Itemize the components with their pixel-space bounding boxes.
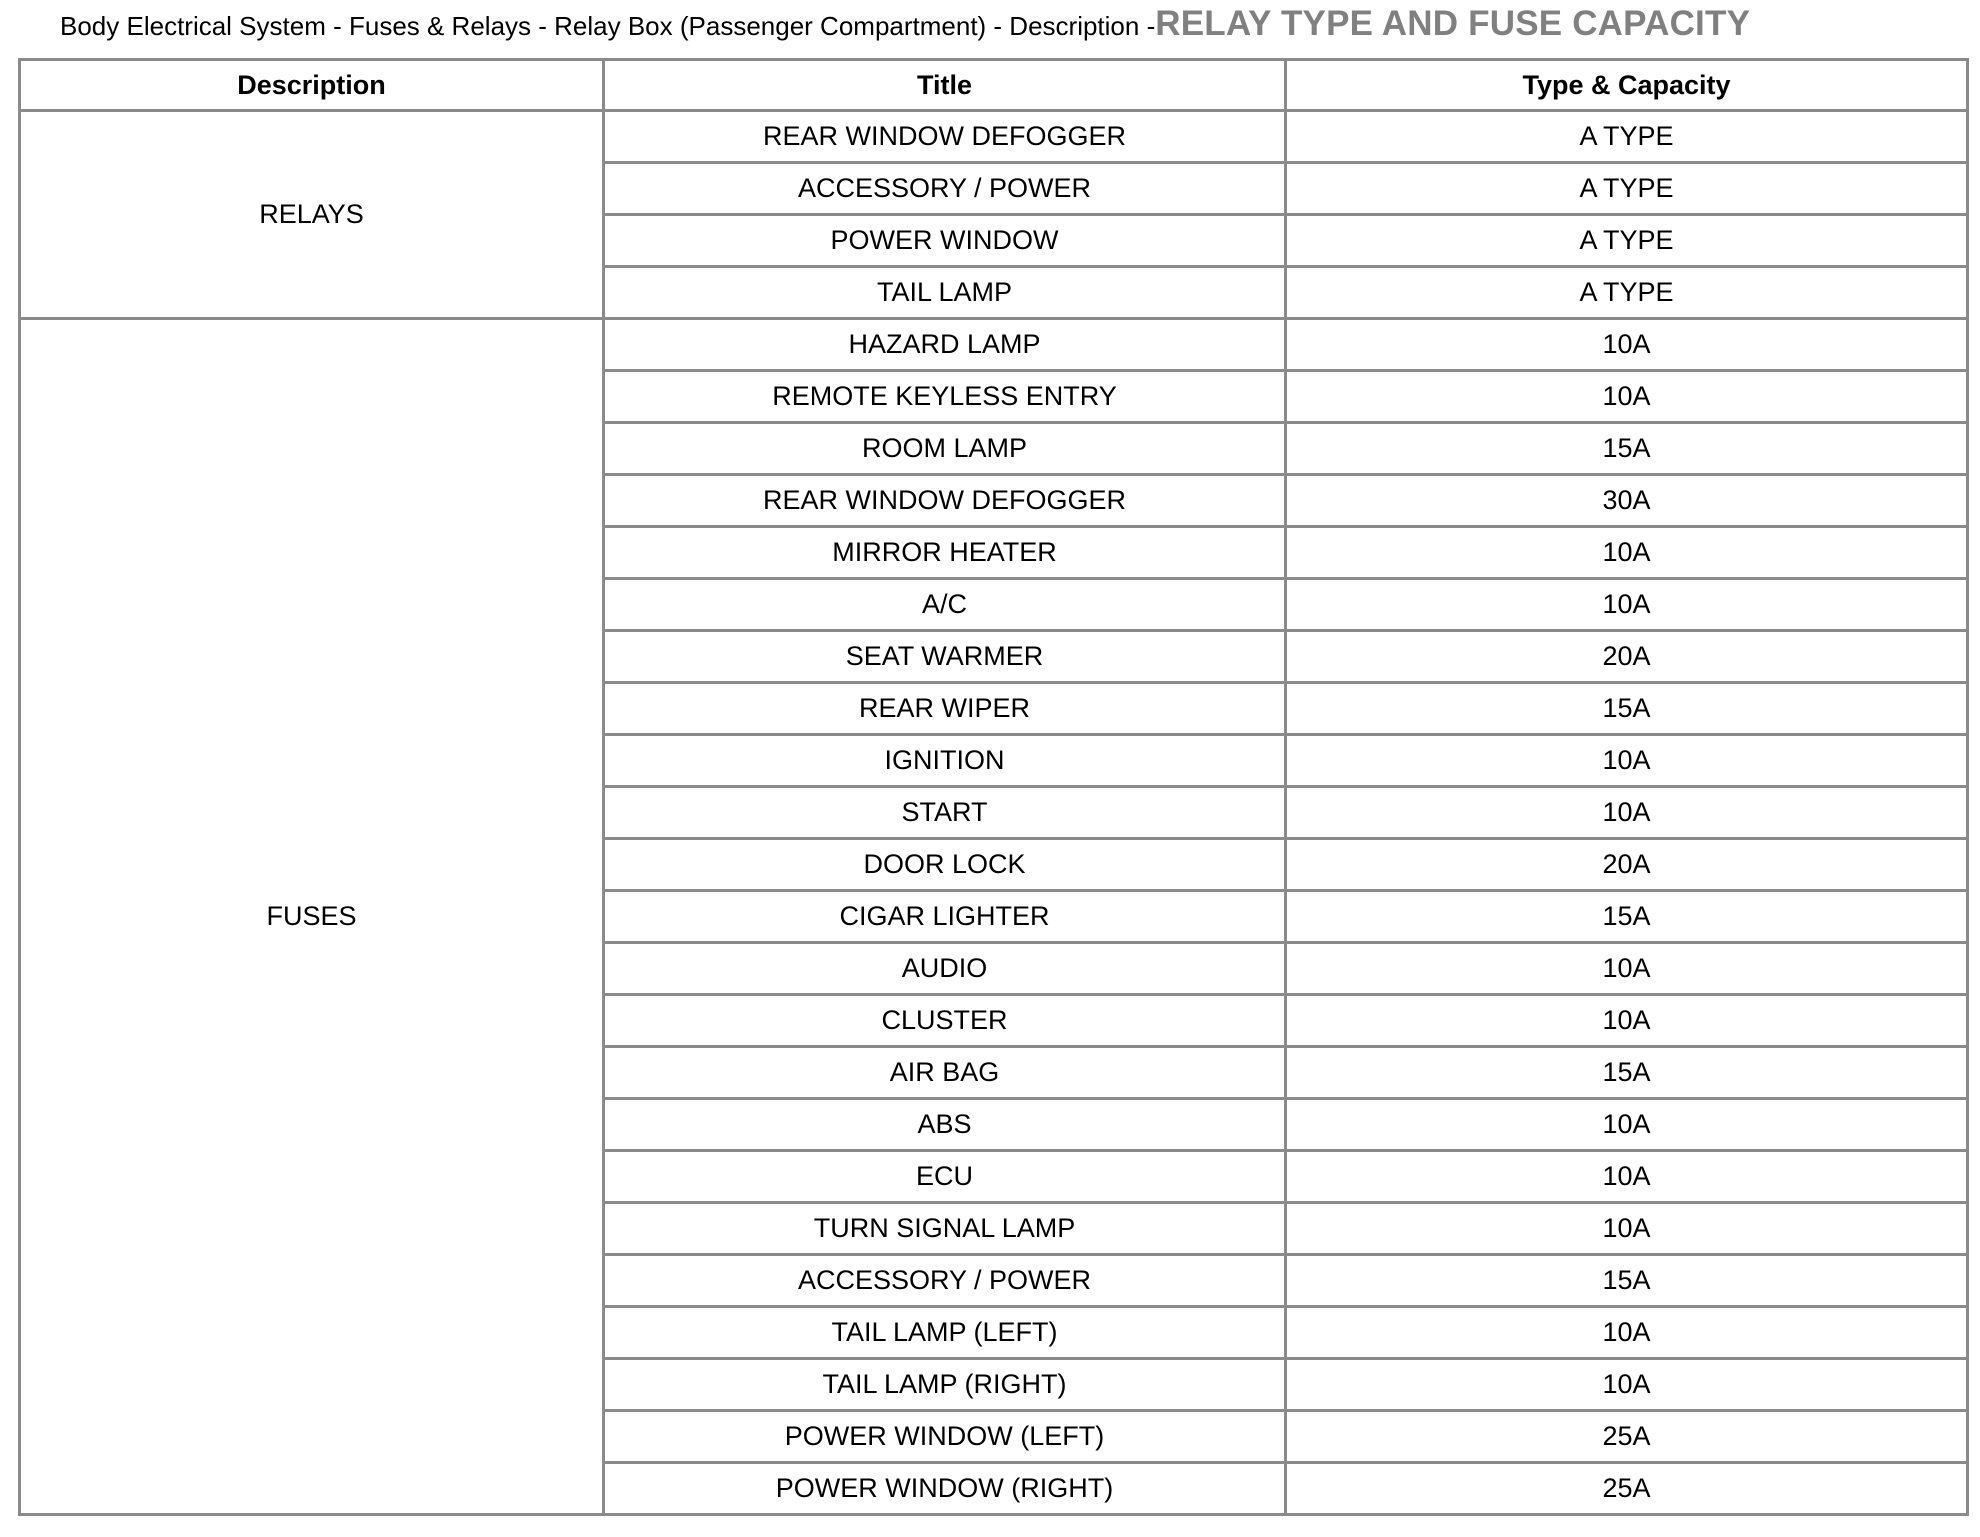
type-capacity-cell: 10A bbox=[1286, 1151, 1968, 1203]
type-capacity-cell: 15A bbox=[1286, 891, 1968, 943]
title-cell: ECU bbox=[604, 1151, 1286, 1203]
title-cell: START bbox=[604, 787, 1286, 839]
title-cell: A/C bbox=[604, 579, 1286, 631]
title-cell: IGNITION bbox=[604, 735, 1286, 787]
type-capacity-cell: 15A bbox=[1286, 1255, 1968, 1307]
title-cell: ROOM LAMP bbox=[604, 423, 1286, 475]
title-cell: TURN SIGNAL LAMP bbox=[604, 1203, 1286, 1255]
title-cell: TAIL LAMP bbox=[604, 267, 1286, 319]
title-cell: HAZARD LAMP bbox=[604, 319, 1286, 371]
title-cell: POWER WINDOW (LEFT) bbox=[604, 1411, 1286, 1463]
title-cell: TAIL LAMP (RIGHT) bbox=[604, 1359, 1286, 1411]
title-cell: REAR WINDOW DEFOGGER bbox=[604, 475, 1286, 527]
type-capacity-cell: 10A bbox=[1286, 319, 1968, 371]
title-cell: POWER WINDOW bbox=[604, 215, 1286, 267]
title-cell: POWER WINDOW (RIGHT) bbox=[604, 1463, 1286, 1515]
table-row bbox=[20, 111, 1968, 163]
relay-fuse-table bbox=[18, 58, 1969, 1516]
type-capacity-cell: 15A bbox=[1286, 423, 1968, 475]
title-cell: CIGAR LIGHTER bbox=[604, 891, 1286, 943]
type-capacity-cell: 30A bbox=[1286, 475, 1968, 527]
type-capacity-cell: A TYPE bbox=[1286, 111, 1968, 163]
column-header-description: Description bbox=[20, 60, 604, 111]
title-cell: CLUSTER bbox=[604, 995, 1286, 1047]
type-capacity-cell: 10A bbox=[1286, 371, 1968, 423]
group-description-cell: FUSES bbox=[20, 319, 604, 1515]
type-capacity-cell: 10A bbox=[1286, 787, 1968, 839]
header-row bbox=[20, 60, 1968, 111]
title-cell: TAIL LAMP (LEFT) bbox=[604, 1307, 1286, 1359]
header-line bbox=[60, 4, 1750, 48]
type-capacity-cell: 10A bbox=[1286, 1099, 1968, 1151]
title-cell: REAR WINDOW DEFOGGER bbox=[604, 111, 1286, 163]
type-capacity-cell: 20A bbox=[1286, 631, 1968, 683]
type-capacity-cell: A TYPE bbox=[1286, 215, 1968, 267]
type-capacity-cell: A TYPE bbox=[1286, 163, 1968, 215]
type-capacity-cell: 10A bbox=[1286, 1359, 1968, 1411]
title-cell: MIRROR HEATER bbox=[604, 527, 1286, 579]
table-header bbox=[20, 60, 1968, 111]
breadcrumb: Body Electrical System - Fuses & Relays - Relay Box (Passenger Compartment) - Description - bbox=[60, 11, 1156, 41]
title-cell: ACCESSORY / POWER bbox=[604, 163, 1286, 215]
title-cell: ACCESSORY / POWER bbox=[604, 1255, 1286, 1307]
column-header-title: Title bbox=[604, 60, 1286, 111]
type-capacity-cell: 15A bbox=[1286, 1047, 1968, 1099]
type-capacity-cell: 25A bbox=[1286, 1463, 1968, 1515]
group-description-cell: RELAYS bbox=[20, 111, 604, 319]
type-capacity-cell: 10A bbox=[1286, 1203, 1968, 1255]
type-capacity-cell: 10A bbox=[1286, 735, 1968, 787]
section-title: RELAY TYPE AND FUSE CAPACITY bbox=[1155, 4, 1751, 43]
table-body bbox=[20, 111, 1968, 1515]
type-capacity-cell: A TYPE bbox=[1286, 267, 1968, 319]
type-capacity-cell: 10A bbox=[1286, 1307, 1968, 1359]
type-capacity-cell: 10A bbox=[1286, 579, 1968, 631]
column-header-type-capacity: Type & Capacity bbox=[1286, 60, 1968, 111]
type-capacity-cell: 10A bbox=[1286, 527, 1968, 579]
type-capacity-cell: 20A bbox=[1286, 839, 1968, 891]
table-row bbox=[20, 319, 1968, 371]
type-capacity-cell: 25A bbox=[1286, 1411, 1968, 1463]
type-capacity-cell: 10A bbox=[1286, 995, 1968, 1047]
title-cell: AUDIO bbox=[604, 943, 1286, 995]
title-cell: ABS bbox=[604, 1099, 1286, 1151]
title-cell: AIR BAG bbox=[604, 1047, 1286, 1099]
title-cell: REMOTE KEYLESS ENTRY bbox=[604, 371, 1286, 423]
type-capacity-cell: 15A bbox=[1286, 683, 1968, 735]
title-cell: DOOR LOCK bbox=[604, 839, 1286, 891]
type-capacity-cell: 10A bbox=[1286, 943, 1968, 995]
title-cell: SEAT WARMER bbox=[604, 631, 1286, 683]
title-cell: REAR WIPER bbox=[604, 683, 1286, 735]
